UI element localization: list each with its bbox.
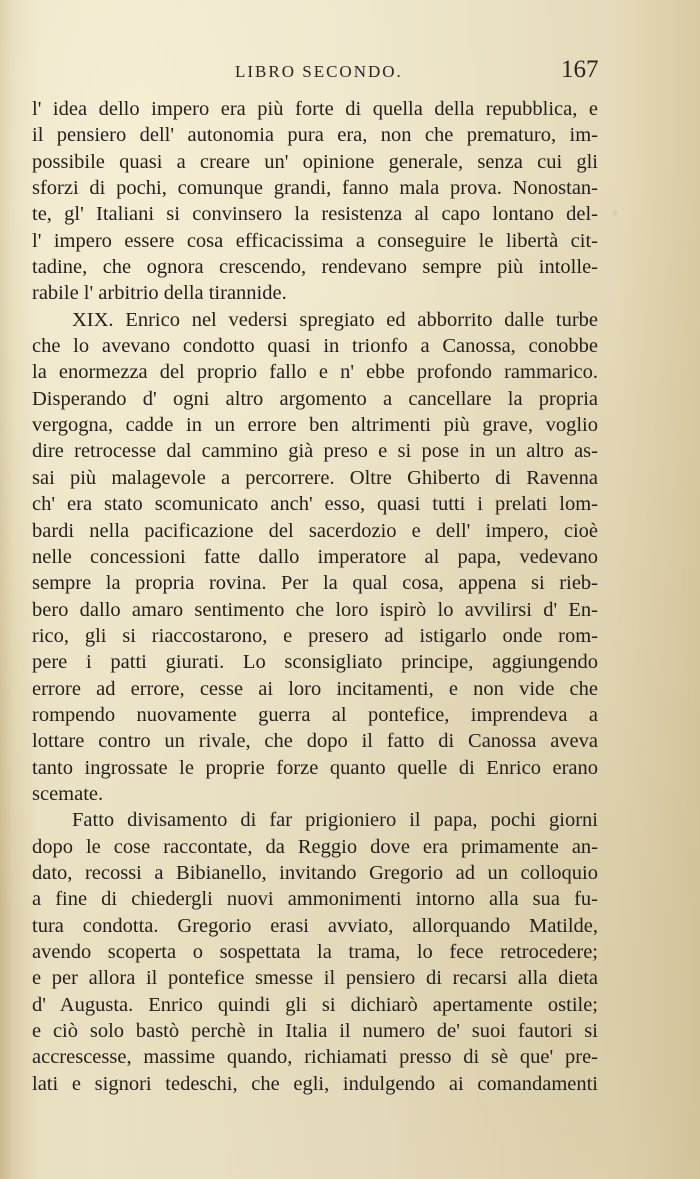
paragraph-end-line: scemate. (32, 782, 104, 805)
text-line: tura condotta. Gregorio erasi avviato, allorquando Matilde, (32, 914, 598, 937)
text-line: Disperando d' ogni altro argomento a cancellare la propria (32, 387, 598, 410)
text-line: l' idea dello impero era più forte di quella della repubblica, e (32, 98, 598, 120)
text-line: sforzi di pochi, comunque grandi, fanno mala prova. Nonostan- (32, 177, 598, 200)
paragraph-end-line: rabile l' arbitrio della tirannide. (32, 282, 287, 305)
text-line: tadine, che ognora crescendo, rendevano sempre più intolle- (32, 256, 598, 279)
text-line: pere i patti giurati. Lo sconsigliato principe, aggiungendo (32, 651, 598, 674)
text-line: te, gl' Italiani si convinsero la resistenza al capo lontano del- (32, 203, 598, 226)
text-line: rompendo nuovamente guerra al pontefice, imprendeva a (32, 703, 598, 726)
text-line: nelle concessioni fatte dallo imperatore al papa, vedevano (32, 545, 598, 568)
text-line: dato, recossi a Bibianello, invitando Gregorio ad un colloquio (32, 861, 598, 884)
text-line: possibile quasi a creare un' opinione generale, senza cui gli (32, 150, 598, 173)
text-line: la enormezza del proprio fallo e n' ebbe profondo rammarico. (32, 361, 598, 384)
body-text (32, 96, 598, 1097)
text-line: lati e signori tedeschi, che egli, indulgendo ai comandamenti (32, 1072, 598, 1095)
text-line: dopo le cose raccontate, da Reggio dove era primamente an- (32, 835, 598, 858)
page-number: 167 (561, 56, 599, 83)
text-line: tanto ingrossate le proprie forze quanto quelle di Enrico erano (32, 756, 598, 779)
text-line: accrescesse, massime quando, richiamati presso di sè que' pre- (32, 1046, 598, 1069)
text-line: a fine di chiedergli nuovi ammonimenti intorno alla sua fu- (32, 888, 598, 911)
text-line: sai più malagevole a percorrere. Oltre Ghiberto di Ravenna (32, 466, 598, 489)
text-line: dire retrocesse dal cammino già preso e si pose in un altro as- (32, 440, 598, 463)
text-line: l' impero essere cosa efficacissima a conseguire le libertà cit- (32, 229, 598, 252)
text-line: lottare contro un rivale, che dopo il fatto di Canossa aveva (32, 730, 598, 753)
text-line: bardi nella pacificazione del sacerdozio e dell' impero, cioè (32, 519, 598, 542)
section-start-line: XIX. Enrico nel vedersi spregiato ed abborrito dalle turbe (72, 308, 598, 331)
text-line: d' Augusta. Enrico quindi gli si dichiarò apertamente ostile; (32, 993, 598, 1016)
text-line: sempre la propria rovina. Per la qual cosa, appena si rieb- (32, 572, 598, 595)
paragraph-start-line: Fatto divisamento di far prigioniero il papa, pochi giorni (72, 809, 598, 832)
text-line: il pensiero dell' autonomia pura era, non che prematuro, im- (32, 124, 598, 147)
paper-speck (612, 210, 618, 216)
text-line: e per allora il pontefice smesse il pensiero di recarsi alla dieta (32, 967, 598, 990)
running-head: LIBRO SECONDO. (235, 62, 403, 81)
text-line: errore ad errore, cesse ai loro incitamenti, e non vide che (32, 677, 598, 700)
text-line: bero dallo amaro sentimento che loro ispirò lo avvilirsi d' En- (32, 598, 598, 621)
text-line: vergogna, cadde in un errore ben altrimenti più grave, voglio (32, 414, 598, 437)
text-line: e ciò solo bastò perchè in Italia il numero de' suoi fautori si (32, 1020, 598, 1043)
text-line: ch' era stato scomunicato anch' esso, quasi tutti i prelati lom- (32, 493, 598, 516)
page-header (0, 56, 700, 86)
text-line: avendo scoperta o sospettata la trama, lo fece retrocedere; (32, 941, 598, 963)
text-line: rico, gli si riaccostarono, e presero ad istigarlo onde rom- (32, 624, 598, 647)
text-line: che lo avevano condotto quasi in trionfo a Canossa, conobbe (32, 335, 598, 358)
